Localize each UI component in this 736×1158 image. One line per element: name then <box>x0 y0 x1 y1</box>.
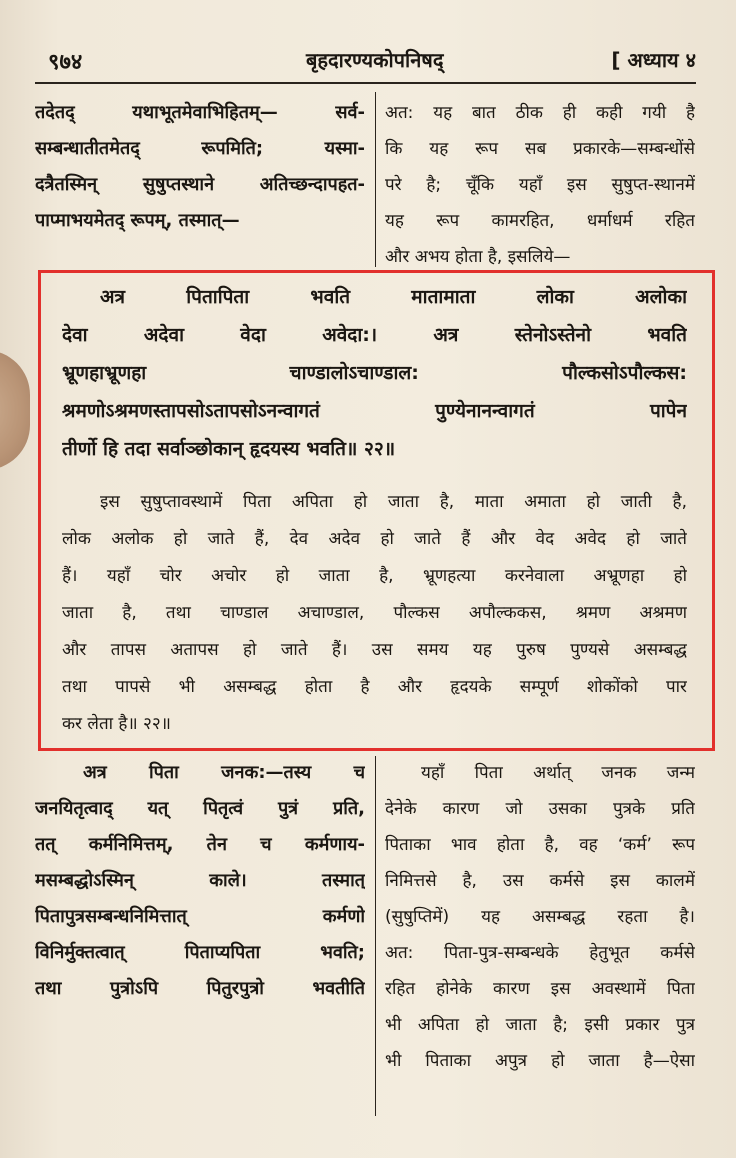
book-title: बृहदारण्यकोपनिषद् <box>306 48 444 72</box>
verse-block <box>62 278 687 468</box>
column-divider-bottom <box>375 756 376 1116</box>
column-divider-top <box>375 92 376 267</box>
sanskrit-line: तथा पुत्रोऽपि पितुरपुत्रो भवतीति <box>35 978 365 999</box>
top-left-column <box>35 95 365 239</box>
hindi-line: (सुषुप्तिमें) यह असम्बद्ध रहता है। <box>385 907 695 927</box>
hindi-line: कि यह रूप सब प्रकारके—सम्बन्धोंसे <box>385 139 695 159</box>
sanskrit-line: मसम्बद्धोऽस्मिन् काले। तस्मात् <box>35 870 365 891</box>
translation-line: हैं। यहाँ चोर अचोर हो जाता है, भ्रूणहत्या करनेवाला अभ्रूणहा हो <box>62 566 687 586</box>
hindi-line: परे है; चूँकि यहाँ इस सुषुप्त-स्थानमें <box>385 175 695 195</box>
hindi-line: अत: पिता-पुत्र-सम्बन्धके हेतुभूत कर्मसे <box>385 943 695 963</box>
sanskrit-line: पाप्माभयमेतद् रूपम्, तस्मात्— <box>35 210 240 231</box>
hindi-line: और अभय होता है, इसलिये— <box>385 247 571 267</box>
bottom-right-column <box>385 755 695 1079</box>
hindi-line: निमित्तसे है, उस कर्मसे इस कालमें <box>385 871 695 891</box>
sanskrit-line: अत्र पिता जनक:—तस्य च <box>83 762 365 783</box>
thumb-shadow <box>0 350 30 470</box>
sanskrit-line: तत् कर्मनिमित्तम्, तेन च कर्मणाय- <box>35 834 365 855</box>
translation-line: इस सुषुप्तावस्थामें पिता अपिता हो जाता है, माता अमाता हो जाती है, <box>100 492 687 512</box>
verse-line: अत्र पितापिता भवति मातामाता लोका अलोका <box>100 286 687 308</box>
top-right-column <box>385 95 695 275</box>
translation-line: जाता है, तथा चाण्डाल अचाण्डाल, पौल्कस अपौल्ककस, श्रमण अश्रमण <box>62 603 687 623</box>
hindi-line: भी अपिता हो जाता है; इसी प्रकार पुत्र <box>385 1015 695 1035</box>
sanskrit-line: तदेतद् यथाभूतमेवाभिहितम्— सर्व- <box>35 102 365 123</box>
translation-block <box>62 484 687 743</box>
verse-line: श्रमणोऽश्रमणस्तापसोऽतापसोऽनन्वागतं पुण्येनानन्वागतं पापेन <box>62 400 687 422</box>
sanskrit-line: पितापुत्रसम्बन्धनिमित्तात् कर्मणो <box>35 906 365 927</box>
hindi-line: यह रूप कामरहित, धर्माधर्म रहित <box>385 211 695 231</box>
verse-line: देवा अदेवा वेदा अवेदा:। अत्र स्तेनोऽस्तेनो भवति <box>62 324 687 346</box>
translation-line: कर लेता है॥ २२॥ <box>62 714 171 734</box>
sanskrit-line: दत्रैतस्मिन् सुषुप्तस्थाने अतिच्छन्दापहत- <box>35 174 365 195</box>
hindi-line: भी पिताका अपुत्र हो जाता है—ऐसा <box>385 1051 695 1071</box>
verse-line: तीर्णो हि तदा सर्वाञ्छोकान् हृदयस्य भवति॥ २२॥ <box>62 438 396 460</box>
hindi-line: अत: यह बात ठीक ही कही गयी है <box>385 103 695 123</box>
hindi-line: देनेके कारण जो उसका पुत्रके प्रति <box>385 799 695 819</box>
page-header <box>48 40 696 80</box>
header-rule <box>35 82 696 84</box>
hindi-line: यहाँ पिता अर्थात् जनक जन्म <box>421 763 695 783</box>
chapter-label: [ अध्याय ४ <box>611 48 696 72</box>
sanskrit-line: जनयितृत्वाद् यत् पितृत्वं पुत्रं प्रति, <box>35 798 365 819</box>
sanskrit-line: विनिर्मुक्तत्वात् पिताप्यपिता भवति; <box>35 942 365 963</box>
hindi-line: रहित होनेके कारण इस अवस्थामें पिता <box>385 979 695 999</box>
bottom-left-column <box>35 755 365 1007</box>
page-number: ९७४ <box>48 50 83 75</box>
sanskrit-line: सम्बन्धातीतमेतद् रूपमिति; यस्मा- <box>35 138 365 159</box>
verse-line: भ्रूणहाभ्रूणहा चाण्डालोऽचाण्डाल: पौल्कसोऽपौल्कस: <box>62 362 687 384</box>
hindi-line: पिताका भाव होता है, वह ‘कर्म’ रूप <box>385 835 695 855</box>
translation-line: और तापस अतापस हो जाते हैं। उस समय यह पुरुष पुण्यसे असम्बद्ध <box>62 640 687 660</box>
translation-line: लोक अलोक हो जाते हैं, देव अदेव हो जाते हैं और वेद अवेद हो जाते <box>62 529 687 549</box>
translation-line: तथा पापसे भी असम्बद्ध होता है और हृदयके सम्पूर्ण शोकोंको पार <box>62 677 687 697</box>
